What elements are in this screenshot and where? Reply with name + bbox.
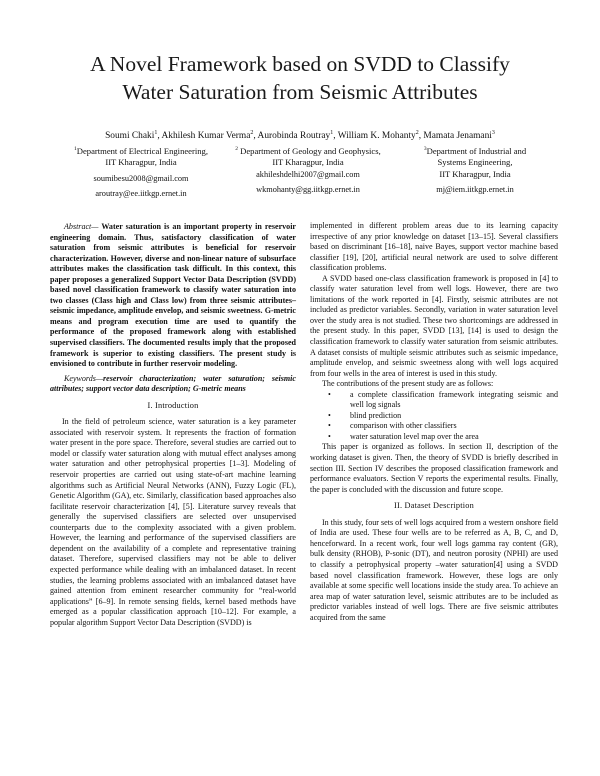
author-name: Akhilesh Kumar Verma — [161, 131, 251, 142]
author-sup: 1 — [154, 130, 158, 136]
bullet-icon: • — [328, 431, 331, 441]
affiliation-line: Department of Electrical Engineering, — [76, 145, 208, 156]
list-item-text: water saturation level map over the area — [350, 431, 479, 441]
affiliation-line: Department of Geology and Geophysics, — [240, 145, 381, 156]
paper-title — [40, 50, 560, 106]
affiliation-line: Systems Engineering, — [437, 157, 513, 168]
right-column — [310, 221, 558, 623]
body-paragraph: A SVDD based one-class classification framework is proposed in [4] to classify water saturation level from well logs. However, there are two limitations of the work reported in [4]. Firstly, seismic attributes are not included as predictor variables. Secondly, variation in water saturation level over the study area is not studied. These two shortcomings are addressed in the present study. In this paper, SVDD [13], [14] is used to design the classification framework to classify water saturation from seismic attributes. A dataset consists of multiple seismic attributes such as seismic impedance, amplitude envelop, and seismic sweetness along with well logs acquired from four wells in the area of interest is used in this study. — [310, 273, 558, 378]
list-item — [310, 411, 558, 422]
contribution-list — [310, 390, 558, 443]
body-paragraph: implemented in different problem areas due to its learning capacity irrespective of any prior knowledge on dataset [13–15]. Several classifiers based on discriminant [16–18], naive Bayes, support vector machine based classifier [19], [20], artificial neural network are used to solve different classification problems. — [310, 221, 558, 273]
affiliation-sup: 2 — [235, 146, 238, 152]
affiliation-line: IIT Kharagpur, India — [105, 157, 177, 168]
bullet-icon: • — [328, 389, 331, 399]
list-item — [310, 421, 558, 432]
bullet-icon: • — [328, 421, 331, 431]
author-email: mj@iem.iitkgp.ernet.in — [436, 185, 514, 195]
affiliation-line: IIT Kharagpur, India — [272, 157, 344, 168]
abstract-label: Abstract— — [64, 222, 99, 231]
author-list: Soumi Chaki$^1$, Akhilesh Kumar Verma$^2$, Aurobinda Routray$^1$, William K. Mohanty$^2$, Mamata Jenamani$^3$ — [105, 130, 495, 142]
keywords-label: Keywords— — [64, 373, 104, 383]
affiliation-sup: 3 — [423, 146, 427, 152]
section-heading: I. Introduction — [147, 400, 199, 410]
affiliation-2 — [228, 144, 388, 195]
affiliation-3 — [400, 144, 550, 195]
list-item — [310, 390, 558, 411]
body-paragraph: In the field of petroleum science, water saturation is a key parameter associated with reservoir system. It represents the fraction of formation water present in the pore space. Therefore, several studies are carried out to model or classify water saturation along with mutual effect analyses among water saturation and other petrophysical properties [1–3]. Modeling of reservoir properties are carried out using state-of-art machine learning algorithms such as Artificial Neural Networks (ANN), Fuzzy Logic (FL), Genetic Algorithm (GA), etc. Similarly, classification based approaches also facilitate reservoir characterization [4], [5]. Literature survey reveals that generally the supervised classifiers are selected over unsupervised counterparts due to the complexity associated with a given problem. However, the learning and performance of the supervised classifiers are dependent on the availability of a complete and representative training dataset. Therefore, supervised classifiers may not be able to deliver expected performance while dealing with an imbalanced dataset. In recent studies, the learning problems associated with an imbalanced dataset have gained attention from eminent researcher community for “real-world applications” [6–9]. In remote sensing fields, kernel based methods have emerged as a popular classification approach [10–12]. For example, a popular algorithm Support Vector Data Description (SVDD) is — [50, 417, 296, 627]
left-column — [50, 222, 296, 628]
title-line-1: A Novel Framework based on SVDD to Classify — [90, 52, 510, 76]
affiliation-line: Department of Industrial and — [426, 145, 527, 156]
author-name: Soumi Chaki — [105, 131, 155, 142]
abstract-text: Water saturation is an important property in reservoir engineering domain. Thus, satisfactory classification of water saturation from seismic attributes is beneficial for reservoir characterization. However, diverse and non-linear nature of subsurface attributes makes the classification task difficult. In this context, this paper proposes a generalized Support Vector Data Description (SVDD) based novel classification framework to classify water saturation into two classes (Class high and Class low) from three seismic attributes– seismic impedance, amplitude envelop, and seismic sweetness. G-metric means and program execution time are used to quantify the performance of the proposed framework along with established supervised classifiers. The documented results imply that the proposed framework is superior to existing classifiers. The present study is envisioned to contribute in further reservoir modeling. — [50, 222, 296, 369]
author-email: aroutray@ee.iitkgp.ernet.in — [95, 189, 187, 199]
affiliation-sup: 1 — [74, 146, 77, 152]
body-paragraph: In this study, four sets of well logs acquired from a western onshore field of India are used. These four wells are to be referred as A, B, C, and D, henceforward. In a recent work, four well logs gamma ray content (GR), bulk density (RHOB), P-sonic (DT), and neutron porosity (NPHI) are used to classify a petrophysical property –water saturation[4] using a SVDD based novel classification framework. However, these logs are only available at some specific well locations inside the study area. To achieve an area map of water saturation level, seismic attributes are to be included as predictor variables instead of well logs. There are five seismic attributes acquired from the same — [310, 517, 558, 622]
affiliation-1 — [56, 144, 226, 199]
list-item — [310, 432, 558, 443]
abstract — [50, 222, 296, 370]
body-paragraph: This paper is organized as follows. In section II, description of the working dataset is given. Then, the theory of SVDD is briefly described in section III. Section IV describes the proposed classification framework and performance evaluators. Section V reports the experimental results. Finally, the paper is concluded with the discussion and future scope. — [310, 442, 558, 494]
author-name: Mamata Jenamani — [423, 131, 492, 142]
bullet-icon: • — [328, 410, 331, 420]
author-sup: 3 — [491, 130, 495, 136]
list-item-text: blind prediction — [350, 410, 402, 420]
title-line-2: Water Saturation from Seismic Attributes — [122, 80, 478, 104]
author-email: soumibesu2008@gmail.com — [93, 173, 189, 183]
affiliation-line: IIT Kharagpur, India — [439, 168, 511, 179]
author-sup: 2 — [415, 130, 419, 136]
body-paragraph: The contributions of the present study are as follows: — [322, 379, 494, 389]
author-sup: 2 — [250, 130, 254, 136]
author-sup: 1 — [330, 130, 334, 136]
list-item-text: comparison with other classifiers — [350, 421, 457, 431]
author-name: William K. Mohanty — [337, 131, 416, 142]
keywords-text: reservoir characterization; water saturation; seismic attributes; support vector data description; G-metric means — [50, 373, 296, 394]
author-name: Aurobinda Routray — [257, 131, 331, 142]
list-item-text: a complete classification framework integrating seismic and well log signals — [350, 389, 558, 410]
author-email: akhileshdelhi2007@gmail.com — [256, 169, 360, 179]
section-heading: II. Dataset Description — [394, 501, 474, 511]
keywords — [50, 374, 296, 395]
author-email: wkmohanty@gg.iitkgp.ernet.in — [256, 185, 360, 195]
